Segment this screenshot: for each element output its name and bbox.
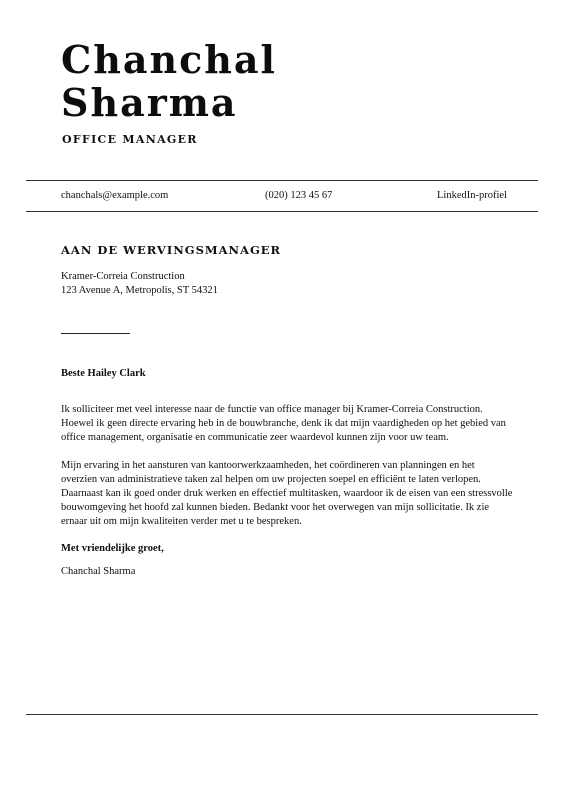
recipient-block (61, 270, 218, 298)
contact-bar (61, 190, 507, 204)
contact-top-divider (26, 180, 538, 181)
letter-paragraph-2: Mijn ervaring in het aansturen van kantoorwerkzaamheden, het coördineren van planningen en het overzien van administratieve taken zal helpen om uw projecten soepel en efficiënt te laten verlopen. Daarnaast kan ik goed onder druk werken en effectief multitasken, waardoor ik de eisen van een stressvolle bouwomgeving het hoofd zal kunnen bieden. Bedankt voor het overwegen van mijn sollicitatie. Ik zie ernaar uit om mijn kwaliteiten verder met u te bespreken. (61, 460, 513, 527)
closing: Met vriendelijke groet, (61, 543, 164, 554)
salutation: Beste Hailey Clark (61, 368, 146, 379)
contact-linkedin-link[interactable]: LinkedIn-profiel (437, 190, 507, 201)
contact-email[interactable]: chanchals@example.com (61, 190, 169, 201)
applicant-last-name: Sharma (61, 80, 238, 125)
letter-paragraph-1: Ik solliciteer met veel interesse naar de functie van office manager bij Kramer-Correia Construction. Hoewel ik geen directe ervaring heb in de bouwbranche, denk ik dat mijn vaardigheden op het gebied van office management, organisatie en communicatie zeer waardevol kunnen zijn voor uw team. (61, 404, 506, 443)
applicant-name (61, 38, 277, 124)
applicant-first-name: Chanchal (61, 37, 277, 82)
contact-phone: (020) 123 45 67 (265, 190, 333, 201)
footer-divider (26, 714, 538, 715)
job-title: OFFICE MANAGER (62, 133, 198, 146)
recipient-address: 123 Avenue A, Metropolis, ST 54321 (61, 285, 218, 296)
recipient-heading: AAN DE WERVINGSMANAGER (61, 243, 282, 257)
short-divider (61, 333, 130, 334)
recipient-company: Kramer-Correia Construction (61, 271, 185, 282)
contact-bottom-divider (26, 211, 538, 212)
signature: Chanchal Sharma (61, 566, 136, 577)
